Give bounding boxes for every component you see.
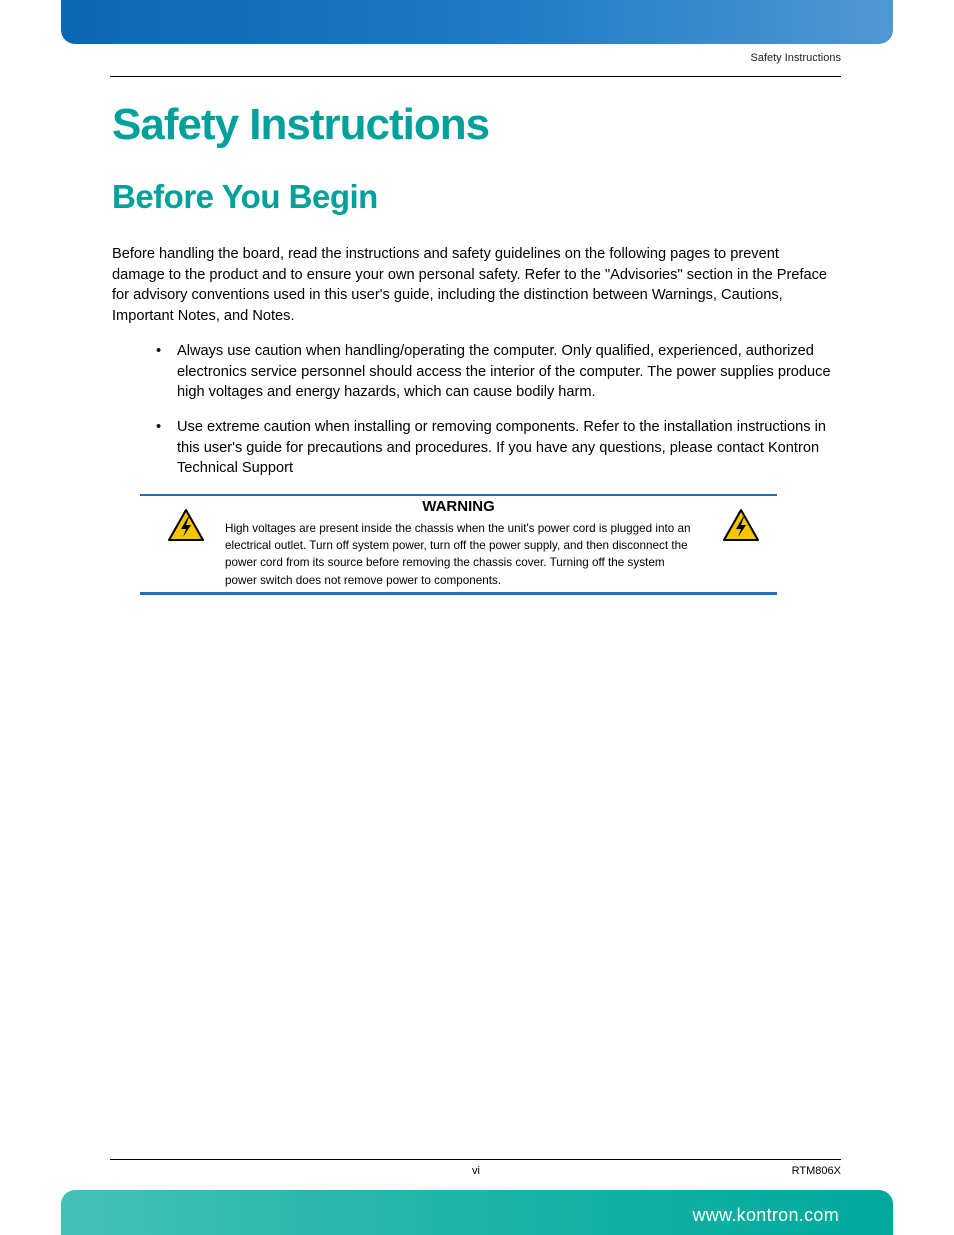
bullet-list bbox=[112, 341, 852, 493]
footer-band bbox=[61, 1190, 893, 1235]
header-rule bbox=[110, 76, 841, 77]
document-id: RTM806X bbox=[791, 1165, 841, 1177]
list-item-text: Always use caution when handling/operating the computer. Only qualified, experienced, authorized electronics service personnel should access the interior of the computer. The power supplies produce high voltages and energy hazards, which can cause bodily harm. bbox=[177, 343, 831, 400]
section-title: Before You Begin bbox=[112, 178, 378, 215]
footer-rule bbox=[110, 1159, 841, 1160]
page-title: Safety Instructions bbox=[112, 100, 490, 149]
website-link[interactable]: www.kontron.com bbox=[692, 1205, 839, 1225]
high-voltage-warning-icon bbox=[722, 508, 760, 542]
warning-title: WARNING bbox=[422, 498, 495, 515]
warning-box bbox=[140, 494, 777, 595]
running-head: Safety Instructions bbox=[750, 52, 841, 64]
list-item bbox=[112, 341, 852, 403]
list-item-text: Use extreme caution when installing or removing components. Refer to the installation instructions in this user's guide for precautions and procedures. If you have any questions, please contact Kontron Technical Support bbox=[177, 419, 826, 476]
bullet-icon: • bbox=[156, 419, 162, 435]
intro-paragraph: Before handling the board, read the instructions and safety guidelines on the following pages to prevent damage to the product and to ensure your own personal safety. Refer to the "Advisories" section in the Preface for advisory conventions used in this user's guide, including the distinction between Warnings, Cautions, Important Notes, and Notes. bbox=[112, 246, 828, 324]
warning-text: High voltages are present inside the chassis when the unit's power cord is plugged into an electrical outlet. Turn off system power, turn off the power supply, and then disconnect the power cord from its source before removing the chassis cover. Turning off the system power switch does not remove power to components. bbox=[225, 522, 691, 587]
header-band bbox=[61, 0, 893, 44]
bullet-icon: • bbox=[156, 343, 162, 359]
page-number: vi bbox=[472, 1165, 480, 1177]
list-item bbox=[112, 417, 852, 479]
